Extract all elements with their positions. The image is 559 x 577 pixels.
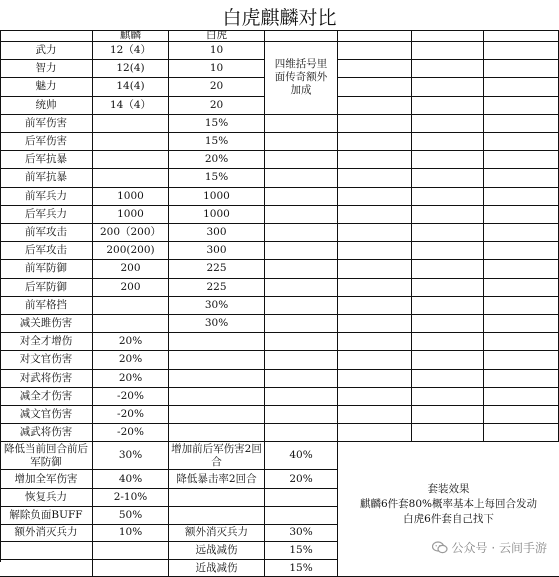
- row-label: 前军伤害: [0, 115, 93, 133]
- empty-cell: [265, 279, 338, 297]
- empty-cell: [412, 133, 484, 151]
- set-effect-title: 套装效果: [427, 483, 470, 496]
- row-label: 统帅: [0, 97, 93, 115]
- baihu-value: 10: [169, 60, 265, 78]
- empty-cell: [484, 279, 559, 297]
- empty-cell: [412, 370, 484, 388]
- header-baihu: 白虎: [169, 30, 265, 42]
- baihu-value: 30%: [169, 297, 265, 315]
- comparison-sheet: [0, 30, 559, 574]
- qilin-skill-value: 2-10%: [93, 489, 169, 507]
- empty-cell: [484, 169, 559, 187]
- baihu-value: 1000: [169, 188, 265, 206]
- empty-cell: [484, 78, 559, 96]
- row-label: 前军攻击: [0, 224, 93, 242]
- empty-cell: [338, 151, 412, 169]
- row-label: 智力: [0, 60, 93, 78]
- skill-label: [0, 542, 93, 560]
- baihu-skill-value: 40%: [265, 442, 338, 470]
- baihu-value: 300: [169, 242, 265, 260]
- empty-cell: [338, 297, 412, 315]
- empty-cell: [484, 242, 559, 260]
- row-label: 后军伤害: [0, 133, 93, 151]
- empty-cell: [265, 333, 338, 351]
- set-effect-line1: 麒麟6件套80%概率基本上每回合发动: [359, 498, 538, 511]
- qilin-value: 20%: [93, 351, 169, 369]
- baihu-skill-label: 额外消灭兵力: [169, 525, 265, 543]
- qilin-value: 14（4）: [93, 97, 169, 115]
- qilin-skill-value: 30%: [93, 442, 169, 470]
- empty-cell: [338, 78, 412, 96]
- header-note: [265, 30, 338, 42]
- empty-cell: [338, 388, 412, 406]
- empty-cell: [484, 315, 559, 333]
- baihu-skill-value: 15%: [265, 542, 338, 560]
- empty-cell: [484, 224, 559, 242]
- qilin-skill-value: 40%: [93, 470, 169, 489]
- empty-cell: [265, 133, 338, 151]
- row-label: 前军兵力: [0, 188, 93, 206]
- empty-cell: [338, 315, 412, 333]
- skill-label: 降低当前回合前后军防御: [0, 442, 93, 470]
- empty-cell: [338, 370, 412, 388]
- empty-cell: [338, 406, 412, 424]
- empty-cell: [484, 42, 559, 60]
- empty-cell: [484, 370, 559, 388]
- qilin-value: [93, 115, 169, 133]
- qilin-value: [93, 151, 169, 169]
- empty-cell: [265, 370, 338, 388]
- row-label: 前军抗暴: [0, 169, 93, 187]
- empty-cell: [265, 206, 338, 224]
- row-label: 后军攻击: [0, 242, 93, 260]
- baihu-skill-value: 20%: [265, 470, 338, 489]
- empty-cell: [484, 297, 559, 315]
- baihu-skill-value: [265, 507, 338, 525]
- row-label: 对武将伤害: [0, 370, 93, 388]
- baihu-skill-value: [265, 489, 338, 507]
- empty-cell: [338, 333, 412, 351]
- baihu-value: 20%: [169, 151, 265, 169]
- qilin-value: 1000: [93, 188, 169, 206]
- qilin-value: 14(4): [93, 78, 169, 96]
- empty-cell: [265, 242, 338, 260]
- qilin-skill-value: 10%: [93, 525, 169, 543]
- empty-cell: [338, 133, 412, 151]
- row-label: 魅力: [0, 78, 93, 96]
- baihu-value: 20: [169, 97, 265, 115]
- empty-cell: [412, 242, 484, 260]
- empty-cell: [338, 60, 412, 78]
- empty-cell: [484, 206, 559, 224]
- baihu-value: 225: [169, 260, 265, 278]
- empty-cell: [412, 78, 484, 96]
- empty-cell: [412, 388, 484, 406]
- row-label: 减武将伤害: [0, 424, 93, 442]
- empty-cell: [412, 206, 484, 224]
- row-label: 减全才伤害: [0, 388, 93, 406]
- row-label: 前军防御: [0, 260, 93, 278]
- empty-cell: [412, 60, 484, 78]
- empty-cell: [412, 297, 484, 315]
- baihu-skill-label: [169, 489, 265, 507]
- empty-cell: [412, 424, 484, 442]
- set-effect-line2: 白虎6件套自己找下: [403, 513, 494, 526]
- baihu-value: [169, 333, 265, 351]
- empty-cell: [484, 133, 559, 151]
- qilin-value: -20%: [93, 424, 169, 442]
- row-label: 后军防御: [0, 279, 93, 297]
- header-qilin: 麒麟: [93, 30, 169, 42]
- empty-cell: [338, 351, 412, 369]
- empty-cell: [265, 406, 338, 424]
- empty-cell: [265, 424, 338, 442]
- empty-cell: [265, 151, 338, 169]
- qilin-value: 200: [93, 279, 169, 297]
- empty-cell: [412, 115, 484, 133]
- empty-cell: [484, 424, 559, 442]
- empty-cell: [484, 260, 559, 278]
- empty-cell: [484, 406, 559, 424]
- qilin-value: -20%: [93, 388, 169, 406]
- empty-cell: [412, 279, 484, 297]
- empty-cell: [412, 188, 484, 206]
- qilin-value: 20%: [93, 333, 169, 351]
- empty-cell: [484, 97, 559, 115]
- row-label: 减关雎伤害: [0, 315, 93, 333]
- qilin-value: 200: [93, 260, 169, 278]
- baihu-value: 15%: [169, 115, 265, 133]
- baihu-skill-value: 30%: [265, 525, 338, 543]
- empty-cell: [484, 188, 559, 206]
- qilin-value: 200(200): [93, 242, 169, 260]
- empty-cell: [265, 260, 338, 278]
- empty-cell: [412, 351, 484, 369]
- empty-cell: [484, 151, 559, 169]
- baihu-value: [169, 370, 265, 388]
- qilin-value: -20%: [93, 406, 169, 424]
- empty-cell: [338, 260, 412, 278]
- empty-cell: [412, 42, 484, 60]
- skill-label: 额外消灭兵力: [0, 525, 93, 543]
- wechat-icon: [432, 541, 448, 554]
- empty-cell: [265, 315, 338, 333]
- header-blank: [0, 30, 93, 42]
- empty-cell: [338, 242, 412, 260]
- empty-cell: [412, 315, 484, 333]
- row-label: 后军抗暴: [0, 151, 93, 169]
- baihu-skill-label: [169, 507, 265, 525]
- empty-cell: [265, 351, 338, 369]
- empty-cell: [338, 115, 412, 133]
- baihu-value: 225: [169, 279, 265, 297]
- baihu-value: [169, 424, 265, 442]
- qilin-value: 1000: [93, 206, 169, 224]
- qilin-value: 12(4): [93, 60, 169, 78]
- empty-cell: [484, 115, 559, 133]
- empty-cell: [338, 188, 412, 206]
- baihu-skill-value: 15%: [265, 560, 338, 577]
- skill-label: 恢复兵力: [0, 489, 93, 507]
- qilin-value: [93, 169, 169, 187]
- qilin-value: 20%: [93, 370, 169, 388]
- empty-cell: [265, 115, 338, 133]
- qilin-value: [93, 315, 169, 333]
- row-label: 前军格挡: [0, 297, 93, 315]
- empty-cell: [265, 224, 338, 242]
- qilin-value: [93, 297, 169, 315]
- empty-cell: [412, 224, 484, 242]
- empty-cell: [484, 60, 559, 78]
- baihu-value: 15%: [169, 133, 265, 151]
- baihu-value: 10: [169, 42, 265, 60]
- empty-cell: [338, 42, 412, 60]
- baihu-value: [169, 406, 265, 424]
- baihu-value: 30%: [169, 315, 265, 333]
- baihu-value: 15%: [169, 169, 265, 187]
- empty-cell: [338, 424, 412, 442]
- empty-cell: [338, 30, 412, 42]
- empty-cell: [338, 97, 412, 115]
- qilin-skill-value: [93, 560, 169, 577]
- baihu-skill-label: 降低暴击率2回合: [169, 470, 265, 489]
- empty-cell: [412, 169, 484, 187]
- empty-cell: [265, 188, 338, 206]
- page-title: 白虎麒麟对比: [222, 7, 337, 29]
- qilin-value: [93, 133, 169, 151]
- skill-label: 增加全军伤害: [0, 470, 93, 489]
- row-label: 减文官伤害: [0, 406, 93, 424]
- row-label: 后军兵力: [0, 206, 93, 224]
- empty-cell: [412, 260, 484, 278]
- empty-cell: [338, 224, 412, 242]
- set-effect-box: [338, 442, 559, 577]
- baihu-value: [169, 388, 265, 406]
- empty-cell: [412, 333, 484, 351]
- empty-cell: [484, 351, 559, 369]
- empty-cell: [484, 333, 559, 351]
- empty-cell: [338, 169, 412, 187]
- baihu-value: 20: [169, 78, 265, 96]
- empty-cell: [265, 169, 338, 187]
- baihu-value: [169, 351, 265, 369]
- row-label: 武力: [0, 42, 93, 60]
- qilin-skill-value: [93, 542, 169, 560]
- empty-cell: [412, 30, 484, 42]
- watermark: [432, 539, 547, 556]
- baihu-skill-label: 增加前后军伤害2回合: [169, 442, 265, 470]
- qilin-skill-value: 50%: [93, 507, 169, 525]
- empty-cell: [338, 206, 412, 224]
- qilin-value: 12（4）: [93, 42, 169, 60]
- baihu-value: 300: [169, 224, 265, 242]
- skill-label: [0, 560, 93, 577]
- empty-cell: [412, 406, 484, 424]
- empty-cell: [412, 151, 484, 169]
- baihu-skill-label: 近战减伤: [169, 560, 265, 577]
- empty-cell: [484, 30, 559, 42]
- watermark-text: 公众号 · 云间手游: [451, 541, 547, 555]
- baihu-skill-label: 远战减伤: [169, 542, 265, 560]
- row-label: 对全才增伤: [0, 333, 93, 351]
- empty-cell: [265, 297, 338, 315]
- row-label: 对文官伤害: [0, 351, 93, 369]
- qilin-value: 200（200）: [93, 224, 169, 242]
- empty-cell: [412, 97, 484, 115]
- empty-cell: [338, 279, 412, 297]
- empty-cell: [265, 388, 338, 406]
- skill-label: 解除负面BUFF: [0, 507, 93, 525]
- baihu-value: 1000: [169, 206, 265, 224]
- attr-note: 四维括号里面传奇额外加成: [265, 42, 338, 115]
- empty-cell: [484, 388, 559, 406]
